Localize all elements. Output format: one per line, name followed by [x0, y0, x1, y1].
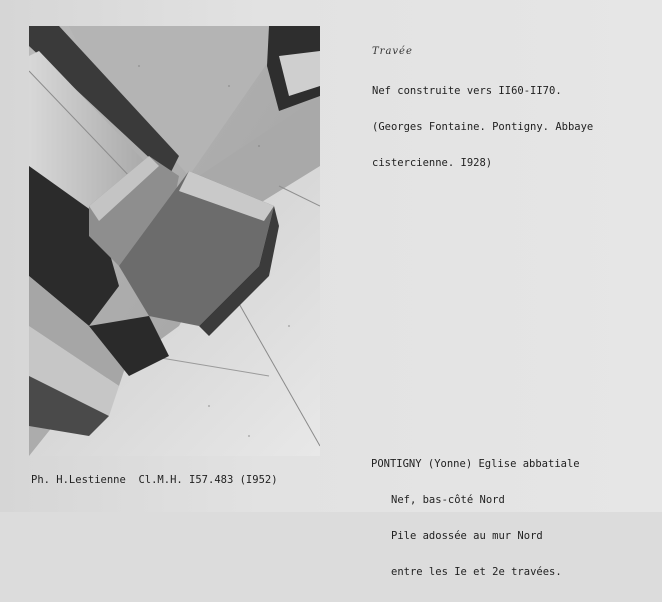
- archival-photograph: [29, 26, 320, 456]
- pier-photo-illustration: [29, 26, 320, 456]
- caption-bottom-line-3: Pile adossée au mur Nord: [391, 530, 543, 542]
- caption-top-line-3: cistercienne. I928): [372, 157, 493, 169]
- caption-top-line-1: Nef construite vers II60-II70.: [372, 85, 562, 97]
- caption-top-line-2: (Georges Fontaine. Pontigny. Abbaye: [372, 121, 594, 133]
- handwritten-note: Travée: [372, 46, 413, 57]
- caption-top: [372, 61, 593, 193]
- caption-bottom-line-4: entre les Ie et 2e travées.: [391, 566, 562, 578]
- caption-bottom-line-1: PONTIGNY (Yonne) Eglise abbatiale: [371, 458, 580, 470]
- caption-bottom: [371, 434, 580, 602]
- caption-bottom-line-2: Nef, bas-côté Nord: [391, 494, 505, 506]
- photo-credit: Ph. H.Lestienne Cl.M.H. I57.483 (I952): [31, 474, 278, 486]
